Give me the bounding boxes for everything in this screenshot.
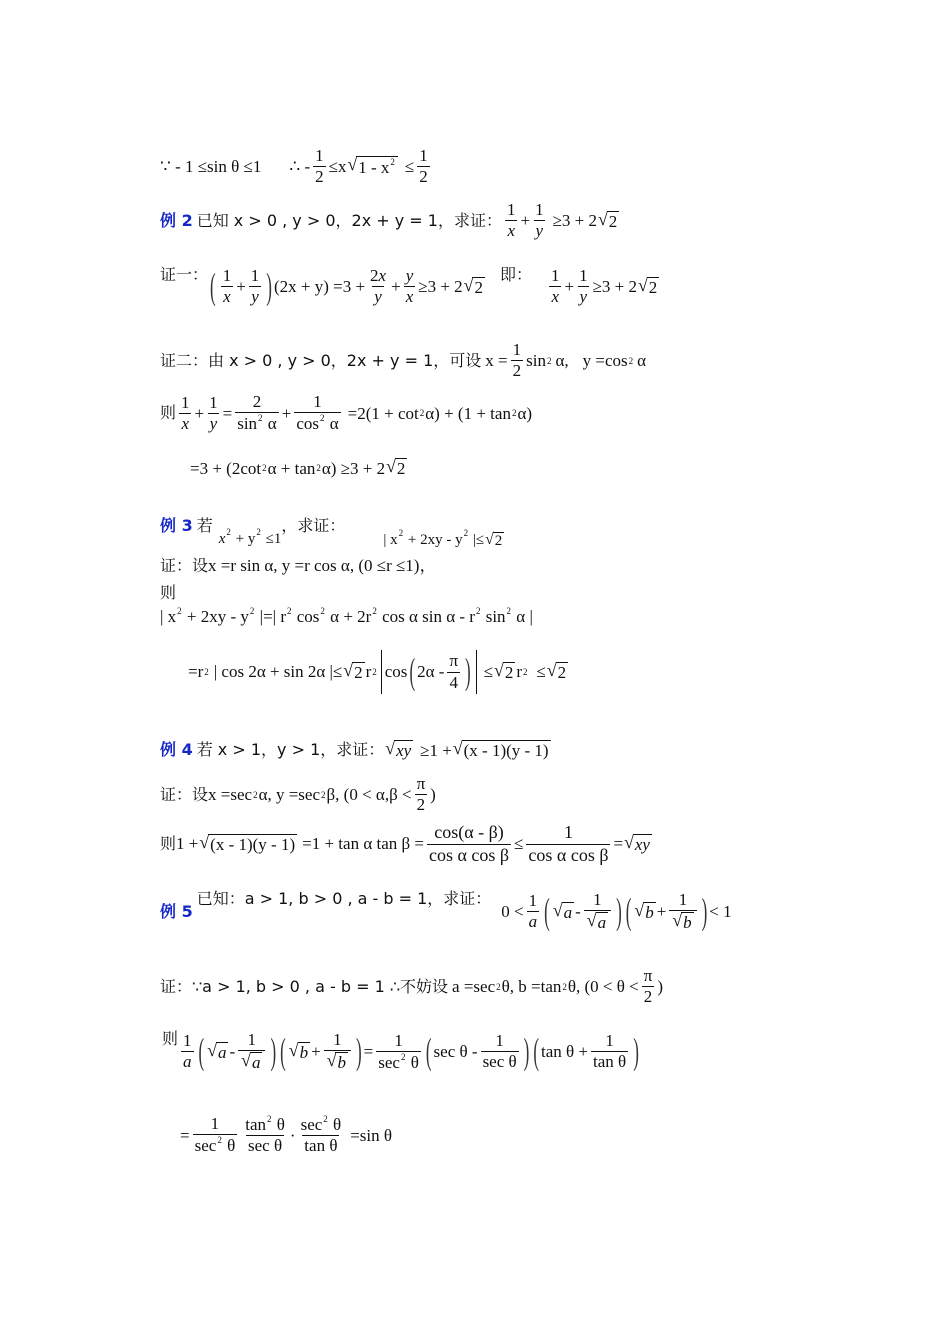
continuation-5 <box>180 1114 392 1157</box>
then-2: 则 $\frac{1}{x}$ + $\frac{1}{y}$ = $\frac{2}{\sin^2 \alpha}$ + $\frac{1}{\cos^2 \alpha}$ =2(1 + cot 2 α) + (1 + tan 2 α) <box>160 392 533 434</box>
fraction: $\frac{1}{y}$ <box>579 266 588 307</box>
math-text: x = <box>485 351 508 371</box>
proof-label: 证：设 <box>160 555 209 575</box>
then-3 <box>160 584 533 627</box>
example-text: 已知：a > 1, b > 0 , a - b = 1，求证： <box>196 889 492 908</box>
fraction: $\frac{1}{x}$ <box>222 266 232 307</box>
example-5: 例 5 已知：a > 1, b > 0 , a - b = 1，求证： 0 < $\frac{1}{a}$ ( √ a - 1 √ a ) ( √ b + 1 √ b ) < 1 <box>160 889 732 933</box>
fraction: $\frac{\pi}{2}$ <box>416 774 426 815</box>
fraction: $\frac{1}{a}$ <box>528 891 538 932</box>
math-text: sec θ - <box>433 1042 478 1062</box>
math-text: (2x + y) =3 + <box>273 277 366 297</box>
then-label: 则 <box>162 1029 179 1048</box>
fraction: $\frac{\cos(\alpha - \beta)}{\text{cos α cos β}}$ <box>428 822 510 865</box>
example-label: 例 4 <box>160 740 193 760</box>
fraction: $\frac{1}{x}$ <box>506 200 516 241</box>
example-text: 若 <box>196 515 213 535</box>
sqrt: √ (x - 1)(y - 1) <box>452 738 549 760</box>
then-label: 则 <box>160 583 177 602</box>
math-text: ≤ <box>536 662 546 682</box>
math-text: α) <box>517 403 533 423</box>
fraction: $\frac{1}{y}$ <box>250 266 260 307</box>
fraction: $\frac{1}{2}$ <box>512 340 522 381</box>
math-text: =sin θ <box>350 1125 393 1145</box>
math-text: α, <box>555 351 569 371</box>
fraction: $\frac{1}{\cos^2 \alpha}$ <box>296 392 339 434</box>
proof-4: 证：设 x =sec 2 α, y =sec 2 β, (0 < α,β < $\frac{\pi}{2}$ ) <box>160 774 436 815</box>
fraction: $\frac{1}{y}$ <box>535 200 544 241</box>
math-text: r <box>365 662 372 682</box>
math-text: =2(1 + cot <box>347 403 419 423</box>
math-text: a =sec <box>452 977 496 997</box>
math-text: x =r sin α, y =r cos α, (0 ≤r ≤1)， <box>208 556 437 575</box>
continuation-3: =r 2 | cos 2α + sin 2α |≤ √ 2 r 2 cos ( 2α - $\frac{\pi}{4}$ ) ≤ √ 2 r 2 ≤ √ 2 <box>188 650 567 693</box>
math-text: θ, (0 < θ < <box>567 977 639 997</box>
math-text: = <box>363 1042 374 1062</box>
math-text: α + tan <box>267 458 316 478</box>
line-bounds <box>160 146 433 188</box>
proof-label: 证：设 <box>160 784 209 804</box>
expansion: | $x^2 + 2xy - y^2$ |=| $r^2$ $\cos^2 \alpha + 2r^2$ cos α sin α - $r^2$ $\sin^2 \alpha$ | <box>160 606 533 626</box>
example-2: 例 2 已知 x > 0 , y > 0，2x + y = 1，求证： $\frac{1}{x}$ + $\frac{1}{y}$ ≥3 + 2 √ 2 <box>160 200 618 241</box>
math-text: ≤ <box>514 834 524 854</box>
fraction: 1 √ a <box>584 890 611 934</box>
sqrt: √ 2 <box>637 274 658 297</box>
fraction: $\frac{1}{\text{tan θ}}$ <box>593 1031 627 1072</box>
math-text: ) <box>430 785 436 805</box>
math-text: cos <box>384 662 408 682</box>
fraction: $\frac{2}{\sin^2 \alpha}$ <box>237 392 277 434</box>
then-label: 则 <box>160 833 177 853</box>
math-text: = <box>180 1125 190 1145</box>
math-text: sin <box>526 351 546 371</box>
example-label: 例 5 <box>160 901 193 921</box>
math-text: 2α - <box>417 662 445 682</box>
sqrt: √ 2 <box>598 208 618 231</box>
fraction: $\frac{1}{\sec^2 \theta}$ <box>194 1114 236 1156</box>
fraction: $\frac{1}{\sec^2 \theta}$ <box>378 1030 419 1072</box>
math-text: θ, b =tan <box>501 977 562 997</box>
fraction: $\frac{1}{2}$ <box>419 146 428 187</box>
fraction: $\frac{\pi}{4}$ <box>449 651 459 692</box>
math-text: =1 + tan α tan β = <box>302 834 424 854</box>
sqrt: √ xy <box>385 738 412 760</box>
math-text: = <box>222 403 233 423</box>
proof-text: 证二：由 x > 0 , y > 0，2x + y = 1，可设 <box>160 350 482 370</box>
example-4 <box>160 740 552 761</box>
proof-label: 证一： <box>160 265 209 284</box>
fraction: $\frac{1}{y}$ <box>209 392 218 433</box>
fraction: $\frac{\sec^2 \theta}{\text{tan θ}}$ <box>300 1114 342 1156</box>
sqrt: √ 2 <box>343 659 363 682</box>
math-text: x =sec <box>208 785 253 805</box>
sqrt: √ xy <box>624 831 650 854</box>
math-text: 0 < <box>501 902 524 922</box>
proof-2-first: 证一： ( $\frac{1}{x}$ + $\frac{1}{y}$ ) (2x + y) =3 + $\frac{2x}{y}$ + $\frac{y}{x}$ ≥3 + 2 √ 2 即： $\frac{1}{x}$ + $\frac{1}{y}$ ≥3 + 2 √ 2 <box>160 265 658 308</box>
math-text: ≤ <box>483 662 494 682</box>
condition: $x^2 + y^2 \le 1$ <box>218 526 282 547</box>
fraction: $\frac{\tan^2 \theta}{\text{sec θ}}$ <box>245 1114 285 1156</box>
math-text: 1 + <box>176 834 199 854</box>
sqrt: √ 2 <box>546 659 567 682</box>
fraction: $\frac{1}{x}$ <box>550 266 560 307</box>
then-label: 则 <box>160 403 177 423</box>
ask-text: ，求证： <box>281 515 346 535</box>
fraction: $\frac{1}{x}$ <box>181 392 190 433</box>
math-text: β, (0 < α,β < <box>326 785 412 805</box>
sqrt: √ 2 <box>463 274 483 297</box>
fraction: $\frac{y}{x}$ <box>405 266 414 307</box>
sqrt: √ (x - 1)(y - 1) <box>199 831 296 854</box>
fraction: $\frac{1}{\text{sec θ}}$ <box>482 1031 517 1072</box>
example-text: 若 x > 1，y > 1，求证： <box>196 740 385 760</box>
fraction: $\frac{1}{\text{cos α cos β}}$ <box>528 822 609 865</box>
therefore-text: ∴ - <box>289 157 311 177</box>
example-label: 例 2 <box>160 210 193 230</box>
sqrt: √ 2 <box>494 659 514 682</box>
fraction: 1 √ b <box>669 890 696 934</box>
fraction: $\frac{1}{a}$ <box>183 1031 192 1072</box>
proof-2-second: 证二：由 x > 0 , y > 0，2x + y = 1，可设 x = $\frac{1}{2}$ sin 2 α, y =cos 2 α <box>160 340 647 381</box>
then-5: 则 $\frac{1}{a}$ ( √ a - 1 √ a ) ( √ b + 1 √ b ) = $\frac{1}{\sec^2 \theta}$ ( sec θ - $\frac{1}{\text{sec θ}}$ ) ( tan θ + $\frac{1}{\text{tan θ}}$ ) <box>162 1029 639 1073</box>
math-text: | cos 2α + sin 2α |≤ <box>213 662 343 682</box>
math-text: =3 + (2cot <box>190 458 262 478</box>
math-text: ≥3 + 2 <box>552 211 597 231</box>
fraction: $\frac{1}{2}$ <box>315 146 324 187</box>
proof-label: 证：∵a > 1, b > 0 , a - b = 1 ∴不妨设 <box>160 976 449 996</box>
math-text: y =cos <box>582 351 628 371</box>
fraction: $\frac{\pi}{2}$ <box>643 966 653 1007</box>
example-3 <box>160 502 505 550</box>
continuation-2: =3 + (2cot 2 α + tan 2 α) ≥3 + 2 √ 2 <box>190 456 406 478</box>
math-text: = <box>613 834 624 854</box>
math-text: ≤ <box>404 157 415 177</box>
math-text: ≥3 + 2 <box>592 277 637 297</box>
sqrt: √ 2 <box>386 456 406 478</box>
proof-3 <box>160 556 436 576</box>
math-text: ≥1 + <box>420 740 452 760</box>
goal: | $x^2 + 2xy - y^2$ |≤ √ 2 <box>383 528 503 549</box>
math-text: =r <box>188 662 204 682</box>
proof-5: 证：∵a > 1, b > 0 , a - b = 1 ∴不妨设 a =sec 2 θ, b =tan 2 θ, (0 < θ < $\frac{\pi}{2}$ ) <box>160 966 664 1007</box>
then-4 <box>160 822 653 866</box>
math-text: r <box>516 662 523 682</box>
math-text: α, y =sec <box>258 785 321 805</box>
sqrt: √ $1 - x^2$ <box>347 156 397 178</box>
math-text: α) + (1 + tan <box>425 403 511 423</box>
ji-label: 即： <box>499 265 532 284</box>
math-text: α) ≥3 + 2 <box>321 458 386 478</box>
math-text: ≤x <box>328 157 347 177</box>
math-text: < 1 <box>709 902 732 922</box>
example-text: 已知 x > 0 , y > 0，2x + y = 1，求证： <box>196 210 502 230</box>
math-text: · <box>289 1125 296 1145</box>
math-text: α <box>637 351 647 371</box>
because-text: ∵ - 1 ≤sin θ ≤1 <box>160 157 262 177</box>
fraction: $\frac{2x}{y}$ <box>370 266 387 307</box>
sqrt: √ b <box>634 899 654 922</box>
sqrt: √ a <box>552 899 573 922</box>
math-text: ≥3 + 2 <box>418 277 463 297</box>
math-text: ) <box>657 977 664 997</box>
math-text: tan θ + <box>541 1042 589 1062</box>
example-label: 例 3 <box>160 515 193 535</box>
